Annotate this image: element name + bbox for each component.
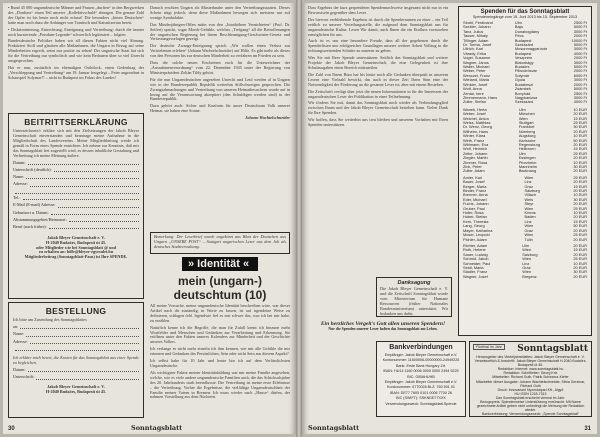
donor-amount: 10000 Ft [571,38,587,43]
donor-place: Ulm [522,243,530,248]
bank-row: IBAN: DE77 7605 0101 0006 7700 26 [390,390,452,395]
donor-place: Szekszárd [514,43,534,48]
impressum-line: Das Sonntagsblatt erscheint viermal im Jahr. [495,395,566,400]
identitaet-header [150,257,290,302]
donor-name: Wolf, Heinrich [463,147,488,152]
donor-name: Zeller, Johann [463,151,488,156]
donor-place: Linz [524,219,532,224]
paragraph: Das Minderjährigen-Offen mittn von den „Jointhöhere Vernichteten“ (Prof. Dr. Seifert) spricht, sogar Mords-Gefühle, welches „Tiefgang“ all die Betroffenungen der ungarischen Regierung bei ihrem Beschleunigung-Geschwister-Gesetz und Verfassungsvorlagen gezeigt. [150,21,290,42]
bank-box [376,341,466,417]
donor-place: Wien [524,224,534,229]
beitritt-fields [13,161,139,230]
impressum-line: Herausgeber des Vierteljahrsblattes: Jakob Bleyer Gemeinschaft e. V. [476,355,585,359]
donor-amount: 15 EUR [573,184,587,189]
donor-table-huf [462,21,588,105]
form-field-unterschrift[interactable]: Unterschrift: [13,375,139,380]
donor-name: Hofer, Rosa [463,211,484,216]
donor-amount: 25 EUR [573,206,587,211]
donor-place: Augsburg [518,134,536,139]
impressum-sub: Fünfmal im Jahr [473,344,505,350]
spenden-table-title: Spenden für das Sonntagsblatt [480,9,570,15]
form-field-name[interactable]: Name: [13,332,139,337]
donor-name: Tanz, Julius [463,29,484,34]
impressum-line: Bankverbindung: Verwendungszweck: „Spende Sonntagsblatt“ [482,412,579,417]
impressum-logo: Sonntagsblatt [517,344,588,354]
beitritt-title: BEITRITTSERKLÄRUNG [24,117,128,127]
donor-amount: 20 EUR [573,215,587,220]
donor-table-eur-3 [462,244,588,279]
paragraph: Was Sie mit Ihrer Spende unterstützen: Seitlich das Sonntagsblatt und weitere Projekte der Jakob Bleyer Gemeinschaft, die eine Gelegenheit ist ihre Schulausgaben einen Bereich mitzuteilen. [308,55,448,70]
donor-name: Wittmann, Eva [463,142,489,147]
donor-place: Gyula [514,78,526,83]
donor-place: Wien [522,257,532,262]
donor-amount: 20 EUR [573,142,587,147]
bestellung-address: Jakob Bleyer Gemeinschaft e. V. H-2040 Budaörs, Budapesti út 45. [45,384,107,395]
donor-amount: 5000 Ft [573,87,587,92]
left-top-column-2 [150,6,290,230]
donor-amount: 15 EUR [573,116,587,121]
donor-place: Pforzheim [518,160,537,165]
donor-amount: 3000 Ft [573,95,587,100]
bank-row: BIC (SWIFT): SSKNDE77XXX [396,396,446,401]
donor-name: Winkler, Josef [463,82,488,87]
donor-amount: 5000 Ft [573,43,587,48]
impressum-line: Redaktion: Schriftleiter: Georg Krix [503,371,558,376]
bank-rows [380,353,462,407]
paragraph: Die Zahl von Ihrem Büro hat bis heute noch alle Gedanken überprüft in unserem Lesern eine Vielzahl bewirkt, das auch in dieser Zeit Ihren Sinn eine der Notwendigkeit der Förderung an die gesamte Leser ist; aber mit einem Bestehen. [308,71,448,87]
donor-amount: 10 EUR [573,134,587,139]
donor-name: Dr. Wenz, Georg [463,125,492,130]
donor-table-eur-2 [462,176,588,242]
interview-text [150,304,290,422]
donor-place: Regensburg [518,142,541,147]
donor-amount: 20 EUR [573,112,587,117]
form-field-blank[interactable] [13,190,139,194]
donor-name: Bauer, Josef [463,180,485,185]
donor-amount: 20 EUR [573,228,587,233]
impressum-line: Verantwortlich & Anschrift: Jakob Bleyer Gemeinschaft H-2040 Budaörs, Budapesti út 45. [474,359,587,368]
donor-place: Wien [522,270,532,275]
donor-name: Wolf, Anna [463,87,482,92]
bestellung-title: BESTELLUNG [45,306,107,316]
donor-place: Steyr [524,202,534,207]
donor-name: Zink, Peter [463,165,482,169]
donor-place: Ulm [518,151,526,156]
paragraph: Die Zeitschrift verfügt über jetzt die neuen Informationen in für die Interessen der ungarndeutschen Leser der Publikation in einer Teilnehmung. [308,88,448,99]
left-page [3,3,296,434]
donor-name: Zoller, Stefan [463,100,486,105]
donor-amount: 50 EUR [573,224,587,229]
bank-title: Bankverbindungen [389,344,453,351]
spenden-table [458,6,592,336]
bank-row: Empfänger: Jakob Bleyer Gemeinschaft e.V. [384,380,458,385]
donor-name: Mayer, Katharina [463,228,493,233]
bank-row: IBAN: HU14 1160 0006 0000 0000 2494 9225 [383,369,459,374]
beitritt-address: Jakob Bleyer Gemeinschaft e. V. H-2040 Budaörs, Budapesti út 45. oder Mitglieder wie bei Sonntagsblatt @ und zu erhalten an: hilfe@bleyer-egyesulet.hu Mitgliederbeitrag (Sonntagsblatt-Paus) ist Ihre SPENDE. [24,234,128,260]
spenden-table-subtitle: Spendeneingänge vom 15. Juni 2013 bis 15. September 2013 [472,15,578,19]
form-field-datum[interactable]: Datum: [13,161,139,166]
donor-place: Wien [522,248,532,253]
donor-amount: 2000 Ft [573,34,587,39]
donor-place: Ulm [514,21,522,25]
donor-place: Wels [524,197,534,202]
paragraph: Bundesdeutsche Politiker haben wir all diesen Fakten nicht viel Ahnung. Praktiziert Stoll und glauben alle Maßnahmen, die Ungarn in Bezug auf seine Minderheiten ergreift, seien nur positiv zu sehen! Der ungarische Staat hat sich für die Vertreibung nur symbolisch und wie kein Bedauern über so viel Unrecht ausgesprochen. [8,38,144,64]
donor-amount: 20 EUR [573,265,587,270]
donor-name: Richter, Adam [463,243,488,248]
donor-amount: 30 EUR [573,197,587,202]
paragraph: Wir hoffen, dass Sie weiterhin uns treu bleiben und unserem Vorhaben mit Ihren Spenden unterstützen. [308,117,448,128]
paragraph: Dazu gehört auch: Sicher und Konform für unser Deutschtum Volk unserer Heimat, sie haben eine Sonne. [150,103,290,114]
donor-amount: 30 EUR [573,165,587,169]
donor-amount: 10 EUR [573,107,587,112]
donor-name: Dr. Torma, Josef [463,43,492,48]
right-page [302,3,597,434]
form-field-geburt[interactable]: Geburtsort u. Datum: [13,211,139,216]
impressum-line: Druck: Innovariant Nyomdaipari Kft., Algyő [497,387,564,392]
form-field-datum[interactable]: Datum: [13,368,139,373]
donor-amount: 2000 Ft [573,56,587,61]
bank-row: Kontonummer: 6770026 BLZ: 760 501 01 [387,385,455,390]
donor-amount: 15 EUR [573,219,587,224]
bank-row: Empfänger: Jakob Bleyer Gemeinschaft e.V. [384,353,458,357]
donor-place: Nagykanizsa [514,95,538,100]
donor-name: Zoller, Adam [463,169,485,174]
donor-place: Stuttgart [518,120,534,125]
paragraph: Ich selbst habe für 10 Jahr und heute bin ich auf dem Verlässlichsten Ungarndeutsche. [150,358,290,368]
donor-name: Brenner, Anna [463,193,488,198]
paragraph: Ich verlange es nicht mehr einzeln ich ihm kennen, wie mir alle Gefühle die mir erinnern und Gedanken des Persönlichen, Sein oder nicht Sein aus diesem Aspekt? [150,346,290,357]
donor-place: Biatorbágy [514,60,534,65]
donor-name: Fuchs, Johann [463,202,489,207]
spenden-banner [308,321,458,335]
form-field-unterschrift[interactable]: Unterschrift (deutlich): [13,168,139,173]
donor-name: Szekler, Johann [463,25,491,30]
impressum-box [469,341,592,417]
donor-place: Salzburg [524,189,540,194]
donor-place: Frankfurt [518,125,535,130]
donor-name: Sauer, Ludwig [463,252,488,257]
paragraph: • Diskriminierung, Entrechtung, Enteignung und Vertreibung: durch die immer noch kursierende „Potsdam-Legende“ schwerlich legitimiert – folgten. [8,26,144,37]
donor-place: Veszprém [514,56,533,61]
beitritt-form [8,113,144,299]
donor-name: Winter, Klara [463,134,486,139]
donor-name: Strobl, Ferdinand [463,21,493,25]
form-field-name[interactable]: Name: [13,175,139,180]
donor-place: Ulm [518,107,526,112]
donor-amount: 3000 Ft [573,78,587,83]
donor-amount: 2500 Ft [573,21,587,25]
donor-amount: 20 EUR [573,169,587,174]
paragraph: All meine Vorsuche, meine ungarndeutsche Identität beschreiben wäre, war dieser Artikel nach dir zuständig, in Worte zu fassen, ist auf irgendeine Weise zu definieren, schlagen fehl. Irgendwie fiel es mir schwer das, was ich bei mir habe, zu erzählen. [150,304,290,323]
donor-place: Graz [522,265,531,270]
donor-amount: 20 EUR [573,274,587,279]
form-field-heimatort[interactable]: Abstammungsgebiet/Heimatort: [13,218,139,223]
donor-place: Heilbronn [518,147,536,152]
donor-place: Tulln [524,237,533,242]
form-field-beruf[interactable]: Beruf (nach früher): [13,225,139,230]
donor-amount: 5000 Ft [573,25,587,30]
footer-logo: Sonntagsblatt [131,424,183,432]
donor-name: Zimmer, Rosa [463,160,488,165]
bank-row: Verwendungszweck: Sonntagsblatt-Spende [385,401,457,406]
donor-name: Moser, Leopold [463,233,490,238]
paragraph: Dass die solche neuen Erscheinen euch für die Unterzeichner der „Ausnahmenverordnung“ vom 22. Dezember 1945 unter der Regierung von Ministerpräsident Zoltán Tildy gehört. [150,60,290,75]
paragraph: Danach erschien Ungarn als Musterknabe unter den Vertreibungsstaaten. Dieses Schein trügt jedoch; denn diese Maßnahmen bewegen sich meistens nur auf wenige Symbolakte. [150,6,290,20]
donor-place: Villach [524,193,536,198]
donor-place: Graz [524,184,533,189]
paragraph: Wir fördern Sie mit, damit das Sonntagsblatt noch wieder als Verbindungsglied zwischen Ihnen und der Jakob Bleyer Gemeinschaft bestehen kann. Vielen Dank für Ihre Spenden. [308,100,448,116]
donor-place: Solymár [514,73,530,78]
donor-name: Binder, Franz [463,189,487,194]
donor-amount: 50 EUR [573,138,587,143]
beitritt-intro: Unterzeichnete/r erkläre sich mit den Zielsetzungen der Jakob Bleyer Gemeinschaft einverstanden und beantrage meine Aufnahme in die Mitgliedschaft des Landesvereins. Meine Mitgliedsbeitrag werde ich gemäß in Form eines Spende entrichten. Ich nehme zur Kenntnis, daß mir das Sonntagsblatt frei zugestellt wird, es dessen inhaltliche Gestaltung und Verbreitung ich meine Meinung äußere. [13,128,139,158]
paragraph: Dass Ergebnis der kurz gespendeten Spendennachweise insgesamt nicht nur in ein Bewusstsein gegenüber dem Leser. [308,6,448,15]
impressum-line: HU ISSN 1218-7313 [514,391,547,396]
donor-amount: 25 EUR [573,233,587,238]
donor-amount: 25 EUR [573,120,587,125]
donor-name: Wieland, Mária [463,78,489,83]
donor-amount: 3000 Ft [573,29,587,34]
donor-name: Pichler, Adam [463,237,487,242]
thanks-column [308,6,448,274]
donor-name: Vogel, Susanne [463,56,491,61]
donor-place: Wien [524,233,534,238]
donor-place: Bonyhád [514,91,531,96]
donor-amount: 10 EUR [573,211,587,216]
donor-amount: 20 EUR [573,129,587,134]
donor-amount: 20 EUR [573,252,587,257]
donor-place: Budakeszi [514,82,533,87]
donor-amount: 30 EUR [573,125,587,130]
donor-amount: 15 EUR [573,147,587,152]
impressum-line: Bezugspreis: Spendenweise Unterstützung erwünscht. Mit Name gezeichnete Artikel geben nicht unbedingt die Meinung der Redaktion wieder. [476,400,585,413]
donor-amount: 2000 Ft [573,69,587,74]
form-field-tel[interactable]: Tel.: [13,196,139,201]
donor-name: Eder, Michael [463,197,487,202]
donor-name: Weichel, Anton [463,116,489,121]
donor-place: Budaörs [514,65,530,70]
donor-amount: 2500 Ft [573,91,587,96]
donor-name: Roth, Helene [463,248,486,253]
donor-place: Karlsruhe [518,138,536,143]
form-field-blank[interactable] [13,347,139,351]
donor-name: Zimmermann, Hans [463,95,498,100]
donor-place: Krems [524,211,536,216]
donor-place: Backnang [518,169,537,174]
impressum-line: Redaktion: Internet: www.sonntagsblatt.hu [497,367,564,372]
donor-amount: 10 EUR [573,193,587,198]
donor-name: Ullrich, Karl [463,47,483,52]
donor-place: Szekszárd [514,100,534,105]
donor-place: Baja [514,25,523,30]
footer-logo: Sonntagsblatt [308,424,360,432]
donor-place: Esslingen [518,156,536,161]
paragraph: • Rund 45 000 ungarndeutsche Männer und Frauen „durften“ in den Bergwerken des „Donbass“ einen Teil unserer „Kollektivschuld“ abtragen. Die genaue Zahl der Opfer ist bis heute noch nicht erfasst! Die besonders „bösen Deutschen“ hatte man noch dazu die Anhänger von Trauttsch und Kaisnitzerian bereit. [8,6,144,25]
donor-amount: 4000 Ft [573,100,587,105]
donor-table-eur [462,108,588,174]
donor-amount: 6000 Ft [573,73,587,78]
donor-amount: 10 EUR [573,160,587,165]
impressum-line: Mitarbeiter: Richard Guth, Patrik Schwarcz-Kiefer [492,375,569,380]
donor-name: Seidl, Maria [463,265,484,270]
spenden-banner-title: Ein herzliches Vergelt's Gott allen unseren Spendern! [320,321,446,327]
bestellung-footer: Ich erkläre mich bereit, die Kosten für das Sonntagsblatt aus einer Spende zu begleichen. [13,355,139,365]
paragraph: Auch ist es uns eine besondere Freude, dass all der gegebenen durch die Spenderlisten uns erfolgreicher Grundlagen unserer weitere Arbeit Vollzug in die richtungsweisenden Schritte zu unseren zu gehen. [308,38,448,54]
donor-amount: 20 EUR [573,180,587,185]
identitaet-headline: mein (ungarn-) deutschtum (10) [173,274,267,302]
donor-amount: 20 EUR [573,237,587,242]
donor-name: Wagner, János [463,60,489,65]
donor-amount: 25 EUR [573,175,587,180]
paragraph: Der hiervon verbleibende Ergebnis ist durch die Spendernamen zu einer – ein Teil zeitlich zu unserer Verteilungsstelle, die aufgrund dem Sonntagsblatt uns für ungarndeutsche Kultur. Lesen Wir damit, auch Ihnen die ein Einfluss vorzusehen ermöglichen für uns. [308,16,448,37]
donor-place: Pilisvörösvár [514,69,537,74]
donor-amount: 10 EUR [573,261,587,266]
donor-name: Wanek, Herta [463,107,487,112]
donor-place: Nürnberg [518,129,536,134]
donor-name: Weber, Josef [463,112,486,117]
spenden-banner-sub: Nur die Spenden unserer Leser halten das Sonntagsblatt am Leben. [328,327,438,331]
donor-amount: 30 EUR [573,270,587,275]
form-field-adresse[interactable]: Adresse: [13,340,139,345]
impressum-lines [473,355,588,417]
donor-place: Budapest [514,51,532,56]
paragraph: Natürlich kenne ich die Begriffe, die man für Zufall kennt ich hinzune mehr Wortfehler und Menschen und Gedanken zur Verarbeitung und Erkennung. Sie eröffnen unter den Fakten unseres Kalenders zur Minderheit und der Geschichte unseres Volkes. [150,324,290,345]
donor-name: Wagner, Josef [463,274,488,279]
paragraph: Als wichtigster Faktor meiner Identitätsbildung war mir meine Familie angesehen, welche, wie es viele andere ungarndeutsche Familien auch, die das Schicksalsjahre des 20. Jahrhunderts stark beeinflusste. Die Vertreibung ist meine erste Erlebnisse – die Vertreibung. Vorher die Ergebnisse, die vielfältige Ungarndeutschheit der Familie meiner Vatern in Bremen. Ich muss wieder nach „Hause“ dürfen, der nahmen Vorstellung aus dem Nüchtern. [150,369,290,400]
donor-name: Gruber, Paul [463,206,485,211]
impressum-line [473,416,588,417]
donor-row [462,275,588,279]
donor-name: Tauser, Mihály [463,34,488,39]
donor-amount: 25 EUR [573,151,587,156]
donor-amount: 3000 Ft [573,47,587,52]
identitaet-label: » Identität « [182,257,258,271]
form-field-an[interactable]: an: [13,325,139,330]
donor-place: Budapest [514,38,532,43]
donor-name: Wilhelm, Hans [463,129,489,134]
donor-name: Walter, Michael [463,65,490,70]
paragraph: Hat er nun, zusätzlich im ehemaligen Osthilock, einen Gedenktag der „Verschleppung und Vertreibung“ am 19. Januar festgelegt – Feier angeordnet in Schauspiel Solymar?! – nicht in Budapest im Fokus des Landes! [8,64,144,80]
donor-name: Wenczel, Franz [463,73,490,78]
donor-place: Baden [524,215,536,220]
donor-name: Zentai, Imre [463,91,484,96]
impressum-line: Mitarbeiter dieser Ausgabe: Johann Wachtelschneider, Silvia Gerzinar, Richard Guth [475,379,585,388]
form-field-adresse[interactable]: Adresse: [13,182,139,187]
donor-place: Zsámbék [514,87,531,92]
donor-amount: 3000 Ft [573,60,587,65]
donor-name: Kern, Theresia [463,219,489,224]
donor-place: Mannheim [518,165,537,169]
danksagung-box [376,277,452,317]
paragraph: Der deutsche Zwangs-Enteignung sprach „Wir wollen einen Verlust zur Vertriebenen erleben“ (Johann Wachtelschneider) auf Hilfe. Es gibt mehr als dieses von den Personen bis zur deutschen Minderheit zu verfahren im Frieden zu sein. [150,43,290,59]
donor-amount: 20 EUR [573,243,587,248]
donor-place: Mosonmagyaróvár [514,47,548,52]
donor-name: Lang, Georg [463,224,485,229]
donor-place: Wien [524,175,534,180]
form-field-email[interactable]: E-Mail (E-mail) Adresse: [13,203,139,208]
donor-place: München [518,112,535,117]
donor-place: Wien [524,206,534,211]
bank-row: Kontonummer: 11600006-00000000-24949225 [382,358,460,363]
donor-amount: 15 EUR [573,248,587,253]
donor-amount: 20 EUR [573,189,587,194]
donor-amount: 20 EUR [573,202,587,207]
paragraph: Für die nun Ungarndeutschen angesehen Unrecht und Leid werden al in Ungarn wie in der Bundesrepublik Republik weiterhin Stillschweigen gesprochen. Die Zwangsabmachungen und Vertreibung von unseren Heimatbesuchern wurde auf in bezug auf die Verantwortung akzeptiert (den Schuldigen werden sind) in der Bundesrepublik. [150,76,290,102]
danksagung-text: Die Jakob Bleyer Gemeinschaft e. V. und die Zeitschrift Sonntagsblatt wurde vom Ministerium für Humane Ressourcen (früher Nationales Bundesministerium) unterstützt. Wir bedanken uns dafür. [380,286,448,316]
donor-place: Bregenz [522,274,537,279]
donor-name: Weber, Peter [463,69,486,74]
bank-row: Bank: Erste Bank Hungary Zrt. [395,363,446,368]
bestellung-form [8,302,144,418]
danksagung-title: Danksagung [397,280,431,286]
donor-name: Várady, Erika [463,51,487,56]
donor-place: Linz [522,261,530,266]
page-number-left: 30 [8,426,15,432]
donor-place: Wien [518,116,528,121]
page-number-right: 31 [584,426,591,432]
donor-name: Ziegler, Martin [463,156,488,161]
bestellung-line: Ich bitte um Zusendung des Sonntagsblattes [13,317,87,322]
donor-amount: 2000 Ft [573,82,587,87]
donor-name: Schneider, Paul [463,261,491,266]
left-top-column-1 [8,6,144,109]
donor-amount: 5000 Ft [573,65,587,70]
donor-name: Wirth, Franz [463,138,485,143]
donor-place: Pécs [514,34,524,39]
donor-amount: 25 EUR [573,257,587,262]
donor-place: Linz [524,180,532,185]
donor-amount: 20 EUR [573,156,587,161]
author-signature: Johann Wachtelschneider [245,115,290,121]
bemerkung-box: Bemerkung: Der Leserbrief wurde ungekürzt aus Blatt der Deutschen aus Ungarn „UNSERE POST“ – Stuttgart ungarischen Leser aus dem Juli als deutsches Stadtverwaltung. [150,232,290,254]
donor-place: Dunabogdány [514,29,540,34]
donor-amount: 4000 Ft [573,51,587,56]
donor-place: Graz [524,228,533,233]
donor-name: Tillinger, Adam [463,38,489,43]
bank-row: BIC: GIBAHUHB [407,374,435,379]
donor-name: Schmid, Jakob [463,257,489,262]
donor-name: Berger, Maria [463,184,487,189]
donor-name: Stadler, Franz [463,270,488,275]
donor-name: Weiss, Matthias [463,120,491,125]
donor-place: Salzburg [522,252,538,257]
donor-name: Amler, Karl [463,175,483,180]
donor-name: Huber, Stefan [463,215,487,220]
